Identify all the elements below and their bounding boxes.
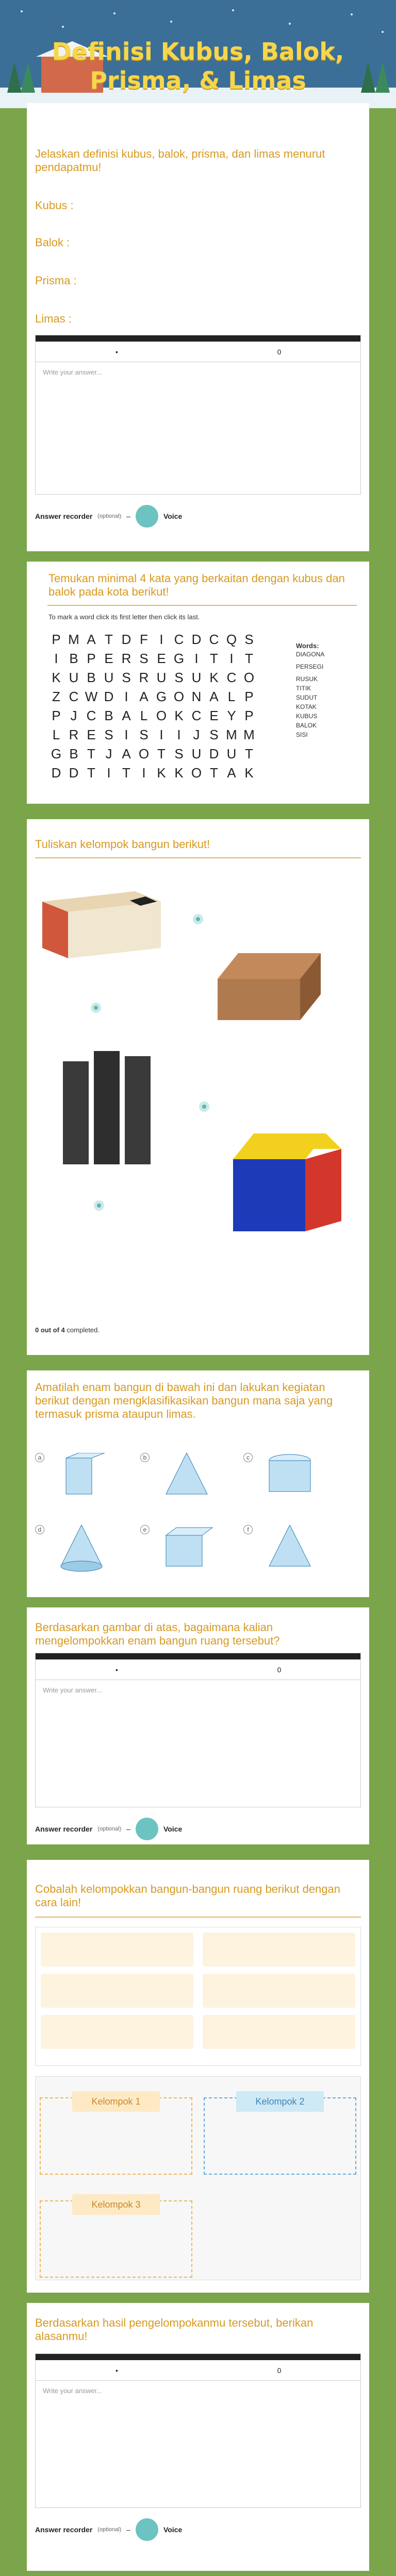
grid-letter[interactable]: L [140, 708, 148, 723]
label-prisma: Prisma : [35, 274, 77, 287]
word-item: DIAGONA [296, 651, 325, 658]
grid-letter[interactable]: W [85, 689, 98, 704]
grid-letter[interactable]: E [157, 651, 166, 666]
record-button-3[interactable] [136, 2518, 158, 2541]
definition-card [27, 103, 369, 551]
drag-question: Cobalah kelompokkan bangun-bangun ruang berikut dengan cara lain! [35, 1883, 341, 1909]
grid-letter[interactable]: B [104, 708, 113, 723]
grid-letter[interactable]: Z [52, 689, 60, 704]
grid-letter[interactable]: D [191, 632, 202, 647]
grid-letter[interactable]: D [51, 765, 61, 781]
grid-letter[interactable]: I [107, 765, 111, 781]
grid-letter[interactable]: P [52, 632, 61, 647]
group-2[interactable] [204, 2097, 356, 2175]
drag-item-5[interactable] [41, 2015, 193, 2049]
word-item: SISI [296, 731, 308, 738]
word-item: KOTAK [296, 703, 317, 710]
grid-letter[interactable]: I [159, 632, 163, 647]
grid-letter[interactable]: C [174, 632, 184, 647]
recorder-optional: (optional) [97, 513, 122, 519]
grid-letter[interactable]: R [69, 727, 79, 742]
grid-letter[interactable]: R [139, 670, 149, 685]
grid-letter[interactable]: C [69, 689, 79, 704]
toggle-4[interactable] [94, 1200, 104, 1211]
drag-item-6[interactable] [203, 2015, 355, 2049]
word-list [296, 650, 324, 739]
size-select-2[interactable]: 0 [277, 1666, 282, 1674]
drag-item-4[interactable] [203, 1974, 355, 2008]
grid-letter[interactable]: A [122, 746, 131, 761]
recorder-label: Answer recorder [35, 512, 93, 520]
reason-card [27, 2303, 369, 2571]
grid-letter[interactable]: N [191, 689, 202, 704]
grid-letter[interactable]: C [209, 632, 219, 647]
label-kubus: Kubus : [35, 199, 74, 212]
toggle-2[interactable] [91, 1003, 101, 1013]
right-border [375, 108, 396, 2576]
grid-letter[interactable]: K [157, 765, 166, 781]
grid-letter[interactable]: K [52, 670, 61, 685]
grid-letter[interactable]: M [243, 727, 255, 742]
grid-letter[interactable]: K [174, 708, 184, 723]
grid-letter[interactable]: L [52, 727, 60, 742]
grid-letter[interactable]: P [244, 708, 254, 723]
group-1[interactable] [40, 2097, 192, 2175]
grid-letter[interactable]: Q [226, 632, 237, 647]
grid-letter[interactable]: S [139, 727, 148, 742]
grid-letter[interactable]: K [174, 765, 184, 781]
shape-label: d [35, 1525, 44, 1534]
answer-recorder [35, 505, 182, 528]
grid-letter[interactable]: P [52, 708, 61, 723]
brown-box-image [207, 948, 331, 1025]
grid-letter[interactable]: S [244, 632, 254, 647]
grid-letter[interactable]: S [174, 746, 184, 761]
buildings-image [58, 1046, 161, 1164]
size-select-3[interactable]: 0 [277, 2366, 282, 2375]
grid-letter[interactable]: U [156, 670, 167, 685]
grid-letter[interactable]: I [124, 689, 128, 704]
grid-letter[interactable]: S [174, 670, 184, 685]
word-item: TITIK [296, 685, 311, 692]
recorder-dash-3: – [126, 2526, 130, 2534]
grid-letter[interactable]: P [244, 689, 254, 704]
grid-letter[interactable]: I [159, 727, 163, 742]
grid-letter[interactable]: B [87, 670, 96, 685]
grid-letter[interactable]: T [245, 746, 253, 761]
toggle-3[interactable] [199, 1101, 209, 1112]
page-title: Definisi Kubus, Balok, Prisma, & Limas [52, 38, 344, 94]
grouping-question: Tuliskan kelompok bangun berikut! [35, 838, 210, 851]
prism-question: Amatilah enam bangun di bawah ini dan lakukan kegiatan berikut dengan mengklasifikasikan bangun mana saja yang termasuk prisma ataupun limas. [35, 1381, 333, 1420]
shape-figure [259, 1525, 321, 1577]
recorder-label-2: Answer recorder [35, 1825, 93, 1833]
grid-letter[interactable]: M [226, 727, 237, 742]
grid-letter[interactable]: D [121, 632, 131, 647]
grid-letter[interactable]: T [157, 746, 166, 761]
record-button[interactable] [136, 505, 158, 528]
grid-letter[interactable]: I [124, 727, 128, 742]
recorder-label-3: Answer recorder [35, 2526, 93, 2534]
wordsearch-question: Temukan minimal 4 kata yang berkaitan dengan kubus dan balok pada kota berikut! [48, 572, 345, 598]
answer-textarea[interactable]: Write your answer... [43, 368, 102, 376]
group-2-label: Kelompok 2 [236, 2091, 324, 2112]
recorder-optional-2: (optional) [97, 1826, 122, 1832]
words-title: Words: [296, 642, 319, 650]
group-3-label: Kelompok 3 [72, 2194, 160, 2215]
grid-letter[interactable]: T [122, 765, 130, 781]
grid-letter[interactable]: F [140, 632, 148, 647]
grouping-status [35, 1326, 100, 1334]
grid-letter[interactable]: K [244, 765, 254, 781]
grid-letter[interactable]: A [122, 708, 131, 723]
shape-label: a [35, 1453, 44, 1462]
grid-letter[interactable]: D [104, 689, 114, 704]
grid-letter[interactable]: P [87, 651, 96, 666]
wordsearch-instruction: To mark a word click its first letter then click its last. [48, 613, 200, 621]
shoebox-image [37, 881, 166, 963]
grid-letter[interactable]: J [70, 708, 77, 723]
record-button-2[interactable] [136, 1818, 158, 1840]
word-item: SUDUT [296, 694, 318, 701]
voice-label-3: Voice [163, 2526, 183, 2534]
grid-letter[interactable]: M [68, 632, 79, 647]
drag-card [27, 1860, 369, 2293]
grid-letter[interactable]: D [209, 746, 219, 761]
grid-letter[interactable]: C [191, 708, 202, 723]
shape-label: f [243, 1525, 253, 1534]
toggle-1[interactable] [193, 914, 203, 924]
definition-question: Jelaskan definisi kubus, balok, prisma, dan limas menurut pendapatmu! [35, 147, 325, 174]
shape-figure [156, 1525, 218, 1577]
grid-letter[interactable]: B [69, 746, 78, 761]
word-item: RUSUK [296, 675, 318, 683]
grouping-card [27, 819, 369, 1355]
grid-letter[interactable]: R [121, 651, 131, 666]
group-question: Berdasarkan gambar di atas, bagaimana kalian mengelompokkan enam bangun ruang tersebut? [35, 1621, 280, 1647]
grid-letter[interactable]: T [210, 651, 218, 666]
drop-area [35, 2076, 361, 2280]
status-text: completed. [67, 1326, 100, 1334]
status-count: 0 out of 4 [35, 1326, 65, 1334]
word-item: BALOK [296, 722, 317, 729]
grid-letter[interactable]: T [87, 765, 95, 781]
grid-letter[interactable]: I [229, 651, 234, 666]
voice-label: Voice [163, 512, 183, 520]
font-select-2[interactable]: • [116, 1666, 118, 1674]
reason-question: Berdasarkan hasil pengelompokanmu tersebut, berikan alasanmu! [35, 2316, 314, 2343]
grid-letter[interactable]: U [226, 746, 237, 761]
grid-letter[interactable]: J [105, 746, 112, 761]
grid-letter[interactable]: K [209, 670, 219, 685]
left-border [0, 108, 21, 2576]
drag-item-1[interactable] [41, 1933, 193, 1967]
shape-figure [259, 1453, 321, 1504]
grid-letter[interactable]: S [209, 727, 219, 742]
grid-letter[interactable]: C [86, 708, 96, 723]
prism-card [27, 1370, 369, 1597]
grid-letter[interactable]: T [87, 746, 95, 761]
grid-letter[interactable]: I [54, 651, 58, 666]
answer-box[interactable] [35, 335, 361, 495]
grid-letter[interactable]: A [87, 632, 96, 647]
grid-letter[interactable]: I [194, 651, 199, 666]
recorder-dash: – [126, 512, 130, 520]
grid-letter[interactable]: U [191, 670, 202, 685]
grid-letter[interactable]: S [139, 651, 148, 666]
grid-letter[interactable]: E [209, 708, 219, 723]
label-limas: Limas : [35, 312, 72, 325]
grid-letter[interactable]: U [69, 670, 79, 685]
grid-letter[interactable]: O [173, 689, 185, 704]
shape-figure [51, 1525, 112, 1577]
group-answer-card [27, 1607, 369, 1844]
recorder-optional-3: (optional) [97, 2527, 122, 2533]
answer-box-3[interactable] [35, 2353, 361, 2508]
answer-textarea-3[interactable]: Write your answer... [43, 2387, 102, 2395]
group-1-label: Kelompok 1 [72, 2091, 160, 2112]
grid-letter[interactable]: E [104, 651, 113, 666]
font-select-3[interactable]: • [116, 2366, 118, 2375]
grid-letter[interactable]: O [243, 670, 255, 685]
shape-label: b [140, 1453, 150, 1462]
grid-letter[interactable]: U [191, 746, 202, 761]
grid-letter[interactable]: A [139, 689, 148, 704]
font-select[interactable]: • [116, 348, 118, 356]
recorder-dash-2: – [126, 1825, 130, 1833]
shape-figure [156, 1453, 218, 1504]
word-item: PERSEGI [296, 663, 324, 670]
label-balok: Balok : [35, 236, 70, 249]
grid-letter[interactable]: G [51, 746, 62, 761]
wordsearch-card [27, 562, 369, 804]
word-item: KUBUS [296, 713, 318, 720]
grid-letter[interactable]: J [193, 727, 200, 742]
shape-label: e [140, 1525, 150, 1534]
grid-letter[interactable]: Y [227, 708, 236, 723]
group-3[interactable] [40, 2200, 192, 2278]
grid-letter[interactable]: B [69, 651, 78, 666]
grid-letter[interactable]: E [87, 727, 96, 742]
shape-figure [51, 1453, 112, 1504]
voice-label-2: Voice [163, 1825, 183, 1833]
grid-letter[interactable]: A [227, 765, 236, 781]
grid-letter[interactable]: L [227, 689, 236, 704]
grid-letter[interactable]: O [138, 746, 150, 761]
size-select[interactable]: 0 [277, 348, 282, 356]
grid-letter[interactable]: G [173, 651, 185, 666]
grid-letter[interactable]: S [122, 670, 131, 685]
grid-letter[interactable]: D [69, 765, 79, 781]
grid-letter[interactable]: G [156, 689, 167, 704]
grid-letter[interactable]: T [105, 632, 113, 647]
grid-letter[interactable]: S [104, 727, 113, 742]
shape-label: c [243, 1453, 253, 1462]
answer-box-2[interactable] [35, 1653, 361, 1807]
grid-letter[interactable]: I [177, 727, 181, 742]
drag-source-area [35, 1927, 361, 2066]
grid-letter[interactable]: T [245, 651, 253, 666]
answer-textarea-2[interactable]: Write your answer... [43, 1686, 102, 1694]
wordsearch-grid[interactable] [47, 632, 264, 791]
answer-recorder-2 [35, 1818, 182, 1840]
grid-letter[interactable]: O [191, 765, 202, 781]
grid-letter[interactable]: C [226, 670, 237, 685]
grid-letter[interactable]: O [156, 708, 167, 723]
grid-letter[interactable]: T [210, 765, 218, 781]
header-banner [0, 0, 396, 108]
grid-letter[interactable]: I [142, 765, 146, 781]
grid-letter[interactable]: U [104, 670, 114, 685]
grid-letter[interactable]: A [209, 689, 219, 704]
drag-item-2[interactable] [203, 1933, 355, 1967]
rubik-cube-image [223, 1128, 346, 1242]
drag-item-3[interactable] [41, 1974, 193, 2008]
answer-recorder-3 [35, 2518, 182, 2541]
